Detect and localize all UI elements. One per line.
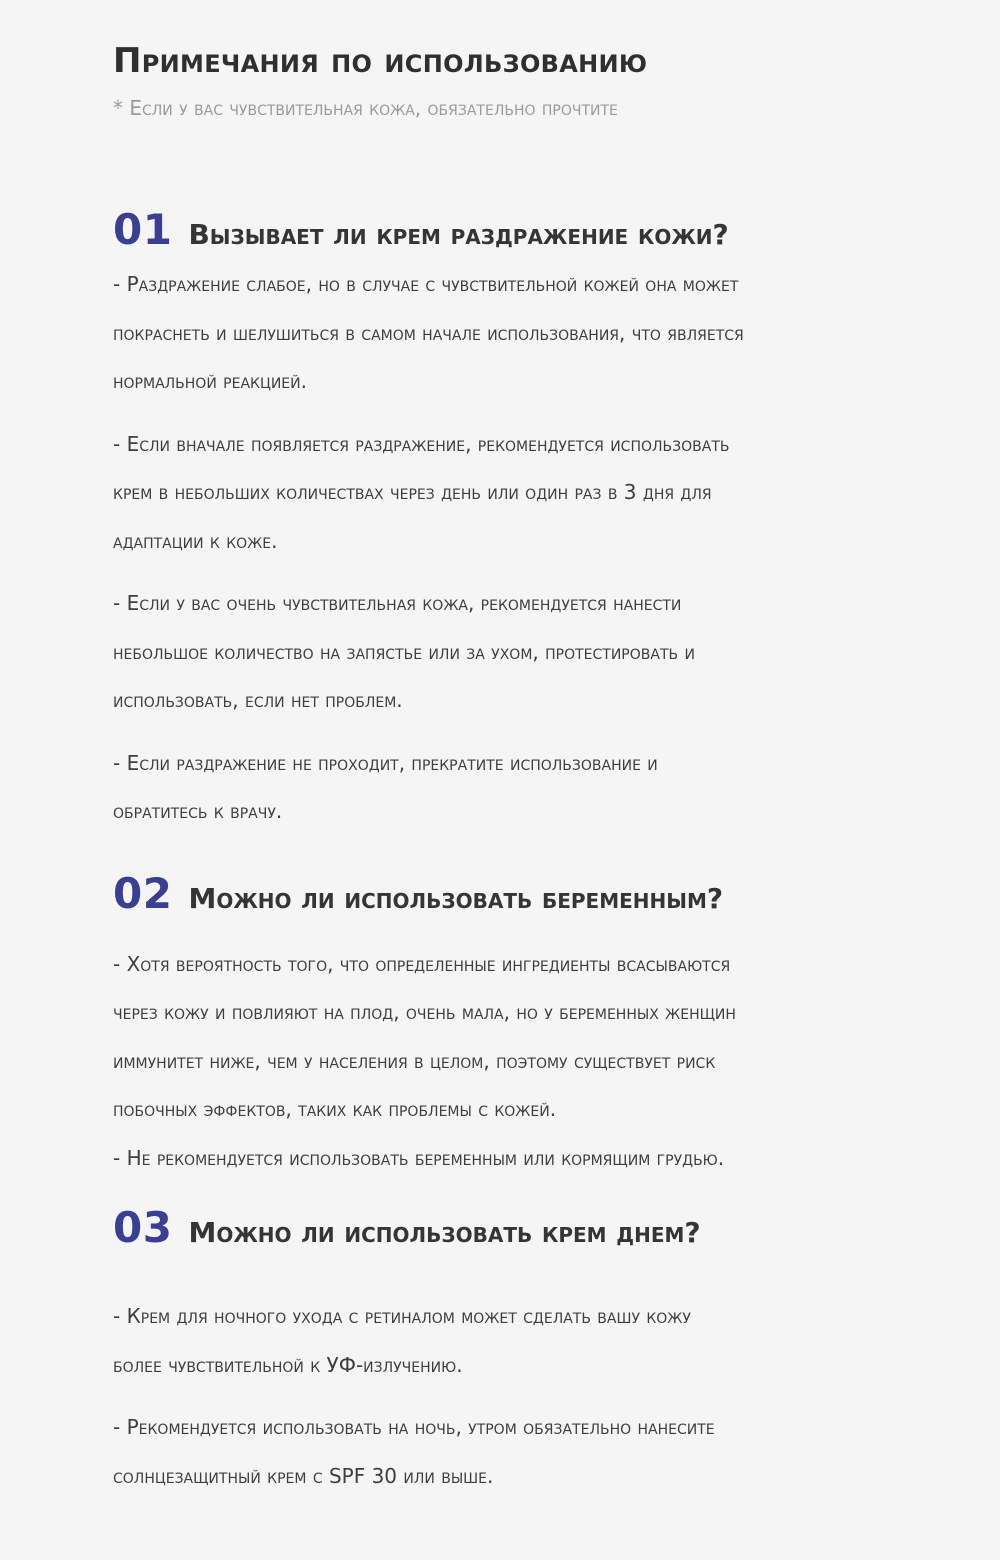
- section-02: [113, 864, 960, 1183]
- paragraph: - Крем для ночного ухода с ретиналом может сделать вашу кожу более чувствительной к УФ-излучению.: [113, 1304, 691, 1377]
- paragraph: - Если у вас очень чувствительная кожа, рекомендуется нанести небольшое количество на запястье или за ухом, протестировать и использовать, если нет проблем.: [113, 591, 695, 712]
- page-subtitle: * Если у вас чувствительная кожа, обязательно прочтите: [113, 96, 618, 120]
- section-title: Можно ли использовать беременным?: [188, 881, 724, 915]
- section-03: [113, 1198, 960, 1500]
- section-heading: [113, 200, 960, 260]
- section-title: Вызывает ли крем раздражение кожи?: [188, 218, 729, 251]
- section-number: 03: [113, 1203, 173, 1252]
- section-heading: [113, 1198, 960, 1258]
- paragraph: - Рекомендуется использовать на ночь, утром обязательно нанесите солнцезащитный крем с SPF 30 или выше.: [113, 1415, 715, 1488]
- section-number: 02: [113, 868, 173, 918]
- paragraph: - Если раздражение не проходит, прекратите использование и обратитесь к врачу.: [113, 750, 658, 823]
- section-title: Можно ли использовать крем днем?: [188, 1216, 701, 1249]
- page-title: Примечания по использованию: [113, 41, 648, 81]
- paragraph: - Если вначале появляется раздражение, рекомендуется использовать крем в небольших количествах через день или один раз в 3 дня для адаптации к коже.: [113, 431, 730, 553]
- paragraph: - Хотя вероятность того, что определенные ингредиенты всасываются через кожу и повлияют на плод, очень мала, но у беременных женщин иммунитет ниже, чем у населения в целом, поэтому существует риск побочных эффектов, таких как проблемы с кожей. - Не рекомендуется использовать беременным или кормящим грудью.: [113, 951, 736, 1170]
- section-heading: [113, 864, 960, 924]
- section-number: 01: [113, 205, 173, 254]
- section-01: [113, 200, 960, 836]
- paragraph: - Раздражение слабое, но в случае с чувствительной кожей она может покраснеть и шелушиться в самом начале использования, что является нормальной реакцией.: [113, 272, 744, 393]
